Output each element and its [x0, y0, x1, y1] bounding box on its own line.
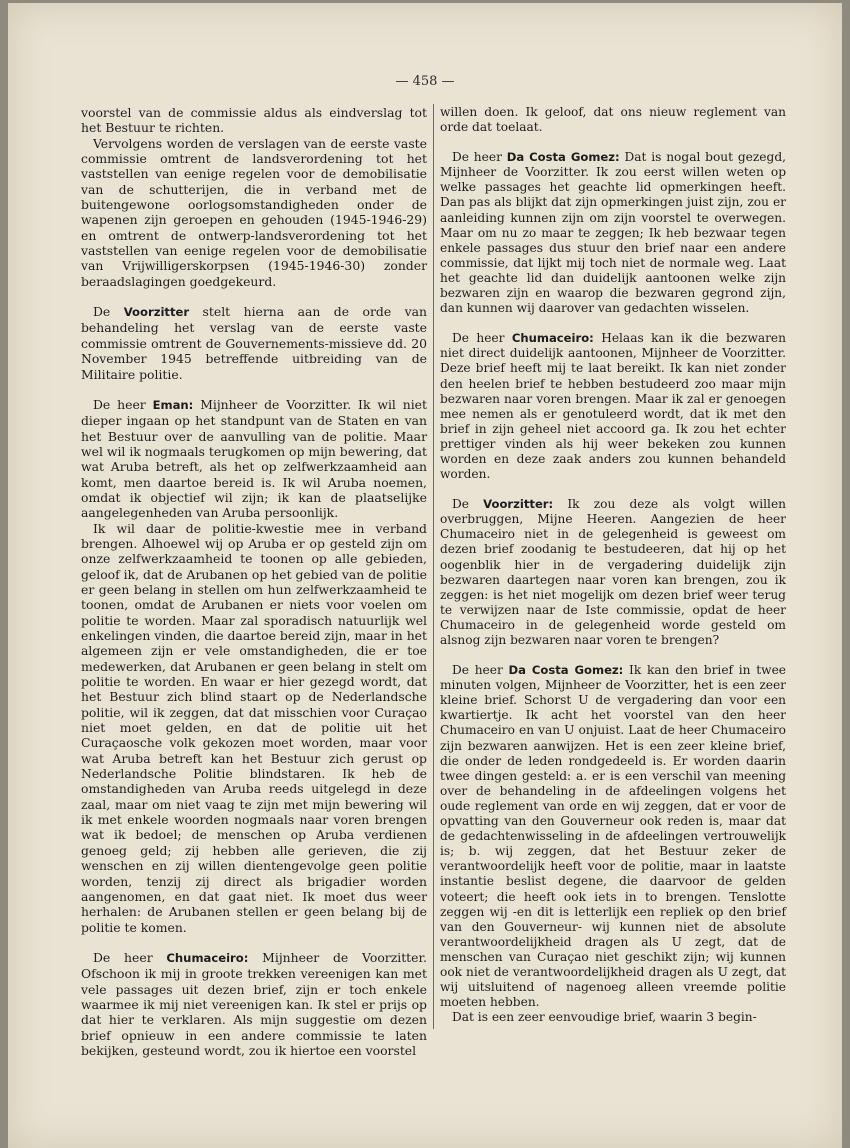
paragraph-text: stelt hierna aan de orde van behandeling het verslag van de eerste vaste commissie omtrent de Gouvernements-missieve dd. 20 November 1945 betreffende uitbreiding van de Militaire politie. [81, 304, 427, 382]
speaker-name: Voorzitter [123, 305, 190, 320]
paragraph-text: Mijnheer de Voorzitter. Ofschoon ik mij in groote trekken vereenigen kan met vele passages uit dezen brief, zijn er toch enkele waarmee ik mij niet vereenigen kan. Ik stel er prijs op dat hier te verklaren. Als mijn suggestie om dezen brief opnieuw in een andere commissie te laten bekijken, gesteund wordt, zou ik hiertoe een voorstel [81, 949, 427, 1058]
speaker-name: Voorzitter: [483, 497, 554, 512]
speaker-prefix: De heer [452, 150, 507, 165]
speaker-name: Eman: [152, 397, 194, 412]
column-divider [433, 104, 434, 1029]
speech-paragraph [440, 663, 786, 1010]
speaker-prefix: De heer [452, 663, 509, 678]
body-paragraph [440, 1010, 786, 1025]
body-paragraph [440, 105, 786, 135]
speaker-prefix: De heer [93, 396, 153, 412]
paragraph-text: Dat is een zeer eenvoudige brief, waarin 3 begin- [452, 1010, 757, 1025]
speech-paragraph [440, 331, 786, 482]
right-column [440, 105, 786, 1025]
paragraph-text: Ik wil daar de politie-kwestie mee in verband brengen. Alhoewel wij op Aruba er op gesteld zijn om onze zelfwerkzaamheid te toonen op alle gebieden, geloof ik, dat de Arubanen op het gebied van de politie er geen belang in stellen om hun zelfwerkzaamheid te toonen, omdat de Arubanen er niets voor voelen om politie te worden. Maar zal sporadisch natuurlijk wel enkelingen vinden, die daartoe bereid zijn, maar in het algemeen zijn er vele omstandigheden, die er toe medewerken, dat Arubanen er geen belang in stelt om politie te worden. En waar er hier gezegd wordt, dat het Bestuur zich blind staart op de Nederlandsche politie, wil ik zeggen, dat dat misschien voor Curaçao niet moet gelden, en dat de politie uit het Curaçaosche volk gekozen moet worden, maar voor wat Aruba betreft kan het Bestuur zich gerust op Nederlandsche Politie blindstaren. Ik heb de omstandigheden van Aruba reeds uitgelegd in deze zaal, maar om niet vaag te zijn met mijn bewering wil ik met enkele woorden nogmaals naar voren brengen wat ik bedoel; de menschen op Aruba verdienen genoeg geld; zij hebben alle gerieven, die zij wenschen en zij willen dientengevolge geen politie worden, tenzij zij direct als brigadier worden aangenomen, en dat gaat niet. Ik moet dus weer herhalen: de Arubanen stellen er geen belang bij de politie te komen. [81, 520, 427, 935]
paragraph-text: Ik zou deze als volgt willen overbruggen, Mijne Heeren. Aangezien de heer Chumaceiro niet in de gelegenheid is geweest om dezen brief zoodanig te bestudeeren, dat hij op het oogenblik hier in de vergadering duidelijk zijn bezwaren daartegen naar voren kan brengen, zou ik zeggen: is het niet mogelijk om dezen brief weer terug te verwijzen naar de Iste commissie, opdat de heer Chumaceiro in de gelegenheid worde gesteld om alsnog zijn bezwaren naar voren te brengen? [440, 497, 787, 647]
body-paragraph [81, 136, 427, 289]
speaker-name: Chumaceiro: [511, 331, 594, 346]
paragraph-text: willen doen. Ik geloof, dat ons nieuw reglement van orde dat toelaat. [440, 105, 786, 135]
speaker-name: Da Costa Gomez: [506, 150, 620, 165]
paragraph-text: Dat is nogal bout gezegd, Mijnheer de Voorzitter. Ik zou eerst willen weten op welke passages het geachte lid opmerkingen heeft. Dan pas als blijkt dat zijn opmerkingen juist zijn, zou er aanleiding kunnen zijn om zijn voorstel te overwegen. Maar om nu zo maar te zeggen; Ik heb bezwaar tegen enkele passages dus stuur den brief naar een andere commissie, dat lijkt mij toch niet de normale weg. Laat het geachte lid dan duidelijk aantoonen welke zijn bezwaren zijn en waarop die bezwaren gegrond zijn, dan kunnen wij daarover van gedachten wisselen. [440, 150, 786, 316]
speech-paragraph [440, 150, 786, 316]
speech-paragraph [81, 397, 427, 521]
speaker-prefix: De heer [93, 949, 167, 965]
body-paragraph [81, 105, 427, 136]
paragraph-text: Vervolgens worden de verslagen van de eerste vaste commissie omtrent de landsverordening tot het vaststellen van eenige regelen voor de demobilisatie van de schutterijen, die in verband met de buitengewone oorlogsomstandigheden onder de wapenen zijn geroepen en gehouden (1945-1946-29) en omtrent de ontwerp-landsverordening tot het vaststellen van eenige regelen voor de demobilisatie van Vrijwilligerskorpsen (1945-1946-30) zonder beraadslagingen goedgekeurd. [81, 135, 427, 289]
speaker-prefix: De [452, 497, 484, 512]
speech-paragraph [81, 950, 427, 1058]
paragraph-text: Mijnheer de Voorzitter. Ik wil niet dieper ingaan op het standpunt van de Staten en van het Bestuur over de aanvulling van de politie. Maar wel wil ik nogmaals terugkomen op mijn bewering, dat wat Aruba betreft, als het op zelfwerkzaamheid aan komt, men daartoe bereid is. Ik wil Aruba noemen, omdat ik objectief wil zijn; ik kan de plaatselijke aangelegenheden van Aruba persoonlijk. [81, 396, 427, 521]
speaker-prefix: De [93, 304, 124, 320]
speech-paragraph [81, 304, 427, 382]
left-column [81, 105, 427, 1058]
paragraph-text: Ik kan den brief in twee minuten volgen, Mijnheer de Voorzitter, het is een zeer kleine brief. Schorst U de vergadering dan voor een kwartiertje. Ik acht het voorstel van den heer Chumaceiro en van U onjuist. Laat de heer Chumaceiro zijn bezwaren aanwijzen. Het is een zeer kleine brief, die onder de leden rondgedeeld is. Er worden daarin twee dingen gesteld: a. er is een verschil van meening over de behandeling in de afdeelingen volgens het oude reglement van orde en wij zeggen, dat er voor de opvatting van den Gouverneur ook reden is, maar dat de gedachtenwisseling in de afdeelingen vertrouwelijk is; b. wij zeggen, dat het Bestuur zeker de verantwoordelijk heeft voor de politie, maar in laatste instantie beslist degene, die daarvoor de gelden voteert; die heeft ook iets in to brengen. Tenslotte zeggen wij -en dit is letterlijk een repliek op den brief van den Gouverneur- wij kunnen niet de absolute verantwoordelijkheid dragen als U zegt, dat de menschen van Curaçao niet geschikt zijn; wij kunnen ook niet de verantwoordelijkheid dragen als U zegt, dat wij uitsluitend of nagenoeg alleen vreemde politie moeten hebben. [440, 663, 786, 1010]
speaker-name: Chumaceiro: [166, 950, 249, 965]
speech-paragraph [440, 497, 786, 648]
body-paragraph [81, 521, 427, 935]
speaker-prefix: De heer [452, 331, 512, 346]
speaker-name: Da Costa Gomez: [508, 663, 624, 678]
paragraph-text: voorstel van de commissie aldus als eindverslag tot het Bestuur te richten. [81, 105, 427, 136]
paragraph-text: Helaas kan ik die bezwaren niet direct duidelijk aantoonen, Mijnheer de Voorzitter. Deze brief heeft mij te laat bereikt. Ik kan niet zonder den heelen brief te hebben bestudeerd zoo maar mijn bezwaren naar voren brengen. Maar ik zal er genoegen mee nemen als er genotuleerd wordt, dat ik met den brief in zijn geheel niet accoord ga. Ik zou het echter prettiger vinden als hij weer bekeken zou kunnen worden en deze zaak anders zou kunnen behandeld worden. [440, 331, 786, 482]
page-number: — 458 — [395, 74, 455, 89]
